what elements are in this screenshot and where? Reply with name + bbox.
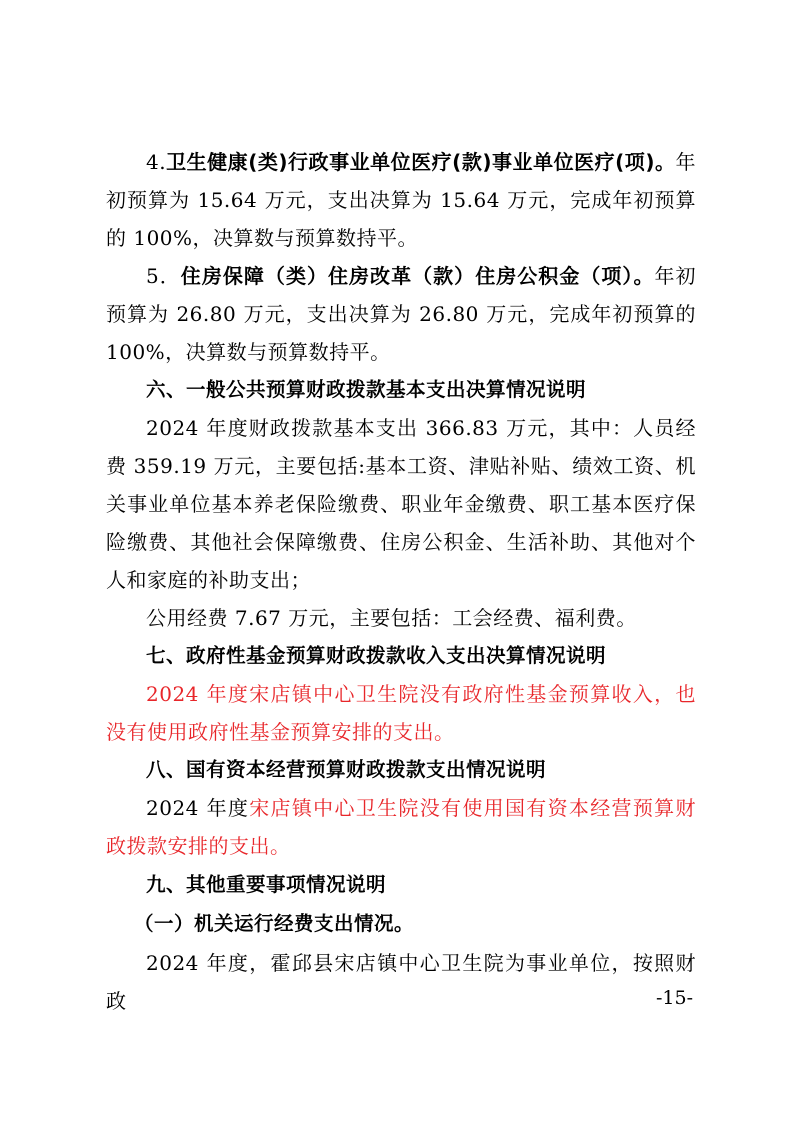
section-8-body: [106, 789, 696, 865]
item-5-body: 年初预算为 26.80 万元，支出决算为 26.80 万元，完成年初预算的 100%，决算数与预算数持平。: [106, 264, 697, 364]
item-4-prefix: 4.: [146, 150, 167, 174]
section-6-paragraph-2: 公用经费 7.67 万元，主要包括：工会经费、福利费。: [146, 606, 637, 630]
section-6-heading: 六、一般公共预算财政拨款基本支出决算情况说明: [146, 378, 587, 401]
section-9-subheading: （一）机关运行经费支出情况。: [134, 912, 415, 935]
item-4-title: 卫生健康(类)行政事业单位医疗(款)事业单位医疗(项)。: [166, 150, 676, 174]
section-8-body-year: 2024 年度: [146, 796, 250, 820]
item-5-title: 住房保障（类）住房改革（款）住房公积金（项）。: [180, 264, 655, 288]
section-7-heading: 七、政府性基金预算财政拨款收入支出决算情况说明: [146, 644, 607, 667]
item-4-paragraph: [106, 143, 696, 257]
section-8-heading: 八、国有资本经营预算财政拨款支出情况说明: [146, 758, 547, 781]
item-5-paragraph: [106, 257, 696, 371]
section-7-body: 2024 年度宋店镇中心卫生院没有政府性基金预算收入，也没有使用政府性基金预算安排的支出。: [106, 682, 696, 744]
section-8-body-highlight: 宋店镇中心卫生院没有使用国有资本经营预算财政拨款安排的支出。: [106, 796, 696, 858]
item-5-prefix: 5．: [146, 264, 181, 288]
section-9-body: 2024 年度，霍邱县宋店镇中心卫生院为事业单位，按照财政: [106, 951, 696, 1013]
section-9-heading: 九、其他重要事项情况说明: [146, 873, 387, 896]
page-number: -15-: [655, 987, 693, 1009]
item-4-body: 年初预算为 15.64 万元，支出决算为 15.64 万元，完成年初预算的 100%，决算数与预算数持平。: [106, 150, 696, 250]
section-6-paragraph-1: 2024 年度财政拨款基本支出 366.83 万元，其中：人员经费 359.19 万元，主要包括:基本工资、津贴补贴、绩效工资、机关事业单位基本养老保险缴费、职业年金缴费、职工基本医疗保险缴费、其他社会保障缴费、住房公积金、生活补助、其他对个人和家庭的补助支出；: [106, 416, 696, 592]
